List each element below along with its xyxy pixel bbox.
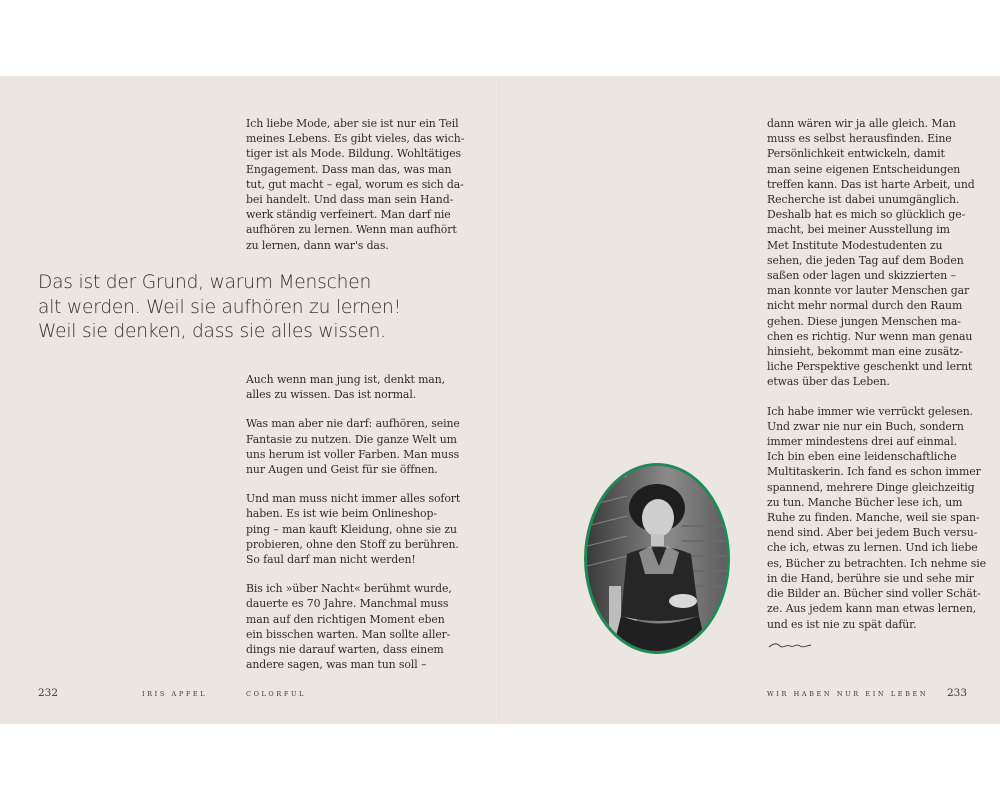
text-line: in die Hand, berühre sie und sehe mir	[767, 571, 974, 585]
text-line: und es ist nie zu spät dafür.	[767, 617, 917, 631]
text-line: tiger ist als Mode. Bildung. Wohltätiges	[246, 147, 462, 161]
text-line: uns herum ist voller Farben. Man muss	[246, 447, 460, 461]
text-line: Ich habe immer wie verrückt gelesen.	[767, 404, 974, 418]
text-line: Auch wenn man jung ist, denkt man,	[246, 373, 445, 386]
text-line: die Bilder an. Bücher sind voller Schät-	[767, 587, 981, 601]
text-line: etwas über das Leben.	[767, 375, 890, 389]
text-line: alles zu wissen. Das ist normal.	[246, 388, 417, 402]
text-line: saßen oder lagen und skizzierten –	[767, 269, 956, 283]
footer-chapter: WIR HABEN NUR EIN LEBEN	[767, 690, 929, 698]
text-line: meines Lebens. Es gibt vieles, das wich-	[246, 132, 465, 146]
left-column-bottom	[246, 372, 461, 686]
text-line: Fantasie zu nutzen. Die ganze Welt um	[246, 432, 457, 446]
text-line: immer mindestens drei auf einmal.	[767, 435, 957, 449]
text-line: So faul darf man nicht werden!	[246, 553, 416, 567]
pull-quote-line: Das ist der Grund, warum Menschen	[38, 272, 372, 293]
text-line: dings nie darauf warten, dass einem	[246, 643, 444, 657]
portrait-illustration	[587, 466, 730, 654]
text-line: spannend, mehrere Dinge gleichzeitig	[767, 480, 975, 494]
paragraph	[246, 416, 461, 477]
text-line: muss es selbst herausfinden. Eine	[767, 132, 952, 146]
text-line: gehen. Diese jungen Menschen ma-	[767, 314, 961, 328]
text-line: hinsieht, bekommt man eine zusätz-	[767, 345, 963, 359]
text-line: Persönlichkeit entwickeln, damit	[767, 147, 945, 161]
text-line: Was man aber nie darf: aufhören, seine	[246, 417, 460, 431]
text-line: Und man muss nicht immer alles sofort	[246, 492, 461, 506]
left-column-top	[246, 116, 465, 267]
flourish-ornament	[768, 640, 812, 652]
text-line: ein bisschen warten. Man sollte aller-	[246, 627, 451, 641]
text-line: zu lernen, dann war's das.	[246, 238, 389, 252]
text-line: sehen, die jeden Tag auf dem Boden	[767, 253, 964, 267]
text-line: Ich liebe Mode, aber sie ist nur ein Teil	[246, 117, 459, 130]
paragraph	[767, 404, 986, 632]
pull-quote	[38, 271, 458, 345]
portrait-photo	[584, 463, 730, 654]
book-gutter	[499, 76, 501, 724]
text-line: dann wären wir ja alle gleich. Man	[767, 117, 956, 130]
text-line: ping – man kauft Kleidung, ohne sie zu	[246, 522, 457, 536]
text-line: che ich, etwas zu lernen. Und ich liebe	[767, 541, 978, 555]
text-line: man seine eigenen Entscheidungen	[767, 162, 961, 176]
text-line: Multitaskerin. Ich fand es schon immer	[767, 465, 981, 479]
text-line: treffen kann. Das ist harte Arbeit, und	[767, 177, 975, 191]
text-line: bei handelt. Und dass man sein Hand-	[246, 193, 454, 207]
footer-author: IRIS APFEL	[142, 690, 208, 698]
paragraph	[767, 116, 982, 390]
text-line: Ich bin eben eine leidenschaftliche	[767, 450, 957, 464]
pull-quote-line: Weil sie denken, dass sie alles wissen.	[38, 321, 386, 342]
text-line: Und zwar nie nur ein Buch, sondern	[767, 419, 964, 433]
text-line: werk ständig verfeinert. Man darf nie	[246, 208, 451, 222]
text-line: Recherche ist dabei unumgänglich.	[767, 193, 960, 207]
text-line: nend sind. Aber bei jedem Buch versu-	[767, 526, 978, 540]
text-line: chen es richtig. Nur wenn man genau	[767, 329, 973, 343]
text-line: man konnte vor lauter Menschen gar	[767, 284, 970, 298]
text-line: liche Perspektive geschenkt und lernt	[767, 360, 973, 374]
text-line: tut, gut macht – egal, worum es sich da-	[246, 177, 464, 191]
text-line: haben. Es ist wie beim Onlineshop-	[246, 507, 437, 521]
text-line: es, Bücher zu betrachten. Ich nehme sie	[767, 556, 986, 570]
text-line: macht, bei meiner Ausstellung im	[767, 223, 950, 237]
right-column	[767, 116, 986, 646]
text-line: nicht mehr normal durch den Raum	[767, 299, 963, 313]
text-line: andere sagen, was man tun soll –	[246, 658, 427, 672]
text-line: Bis ich »über Nacht« berühmt wurde,	[246, 582, 452, 596]
footer-book-title: COLORFUL	[246, 690, 306, 698]
text-line: zu tun. Manche Bücher lese ich, um	[767, 495, 963, 509]
left-page-number: 232	[38, 687, 59, 699]
paragraph	[246, 116, 465, 253]
text-line: probieren, ohne den Stoff zu berühren.	[246, 537, 459, 551]
text-line: Ruhe zu finden. Manche, weil sie span-	[767, 511, 980, 525]
text-line: Deshalb hat es mich so glücklich ge-	[767, 208, 966, 222]
text-line: nur Augen und Geist für sie öffnen.	[246, 463, 438, 477]
text-line: Engagement. Dass man das, was man	[246, 162, 452, 176]
text-line: man auf den richtigen Moment eben	[246, 612, 445, 626]
paragraph	[246, 491, 461, 567]
paragraph	[246, 581, 461, 672]
right-page-number: 233	[947, 687, 968, 699]
text-line: aufhören zu lernen. Wenn man aufhört	[246, 223, 457, 237]
text-line: dauerte es 70 Jahre. Manchmal muss	[246, 597, 449, 611]
pull-quote-line: alt werden. Weil sie aufhören zu lernen!	[38, 296, 401, 318]
paragraph	[246, 372, 461, 402]
text-line: Met Institute Modestudenten zu	[767, 238, 943, 252]
text-line: ze. Aus jedem kann man etwas lernen,	[767, 602, 977, 616]
